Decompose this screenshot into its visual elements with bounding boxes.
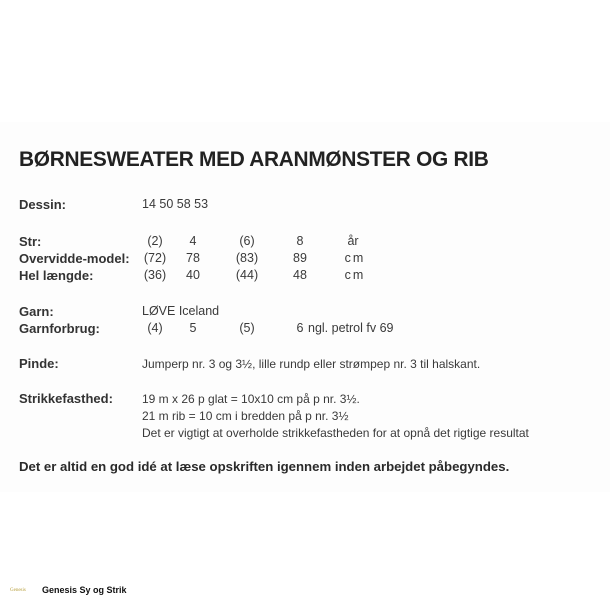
size-cell: (83) <box>235 251 259 265</box>
garnforbrug-cell: (5) <box>239 321 255 335</box>
pinde-label: Pinde: <box>19 356 59 371</box>
garn-value: LØVE Iceland <box>142 304 220 318</box>
size-cell: (36) <box>143 268 167 282</box>
size-cell: 89 <box>293 251 307 265</box>
strikkefasthed-line: Det er vigtigt at overholde strikkefastheden for at opnå det rigtige resultat <box>142 426 529 440</box>
size-unit: cm <box>344 268 366 282</box>
size-cell: (6) <box>239 234 255 248</box>
garnforbrug-cell: (4) <box>147 321 163 335</box>
size-cell: (44) <box>235 268 259 282</box>
size-cell: 4 <box>189 234 197 248</box>
dessin-label: Dessin: <box>19 197 66 212</box>
size-row-label: Str: <box>19 234 42 249</box>
size-cell: 8 <box>296 234 304 248</box>
strikkefasthed-line: 19 m x 26 p glat = 10x10 cm på p nr. 3½. <box>142 392 360 406</box>
genesis-logo-icon: Genesis <box>10 587 26 593</box>
garnforbrug-cell: 6 <box>296 321 304 335</box>
strikkefasthed-label: Strikkefasthed: <box>19 391 113 406</box>
pinde-value: Jumperp nr. 3 og 3½, lille rundp eller strømpep nr. 3 til halskant. <box>142 357 481 371</box>
brand-name: Genesis Sy og Strik <box>42 585 127 595</box>
size-row-label: Overvidde-model: <box>19 251 130 266</box>
strikkefasthed-line: 21 m rib = 10 cm i bredden på p nr. 3½ <box>142 409 349 423</box>
garnforbrug-suffix: ngl. petrol fv 69 <box>308 321 394 335</box>
brand-footer <box>10 585 127 595</box>
dessin-value: 14 50 58 53 <box>142 197 209 211</box>
size-cell: 48 <box>293 268 307 282</box>
garnforbrug-label: Garnforbrug: <box>19 321 100 336</box>
read-first-note: Det er altid en god idé at læse opskriften igennem inden arbejdet påbegyndes. <box>19 459 510 474</box>
garnforbrug-cell: 5 <box>189 321 197 335</box>
size-cell: (72) <box>143 251 167 265</box>
garn-label: Garn: <box>19 304 54 319</box>
size-cell: 78 <box>186 251 200 265</box>
size-row-label: Hel længde: <box>19 268 94 283</box>
size-unit: cm <box>344 251 366 265</box>
size-cell: (2) <box>147 234 163 248</box>
size-unit: år <box>347 234 359 248</box>
size-cell: 40 <box>186 268 200 282</box>
pattern-title: BØRNESWEATER MED ARANMØNSTER OG RIB <box>19 147 489 171</box>
